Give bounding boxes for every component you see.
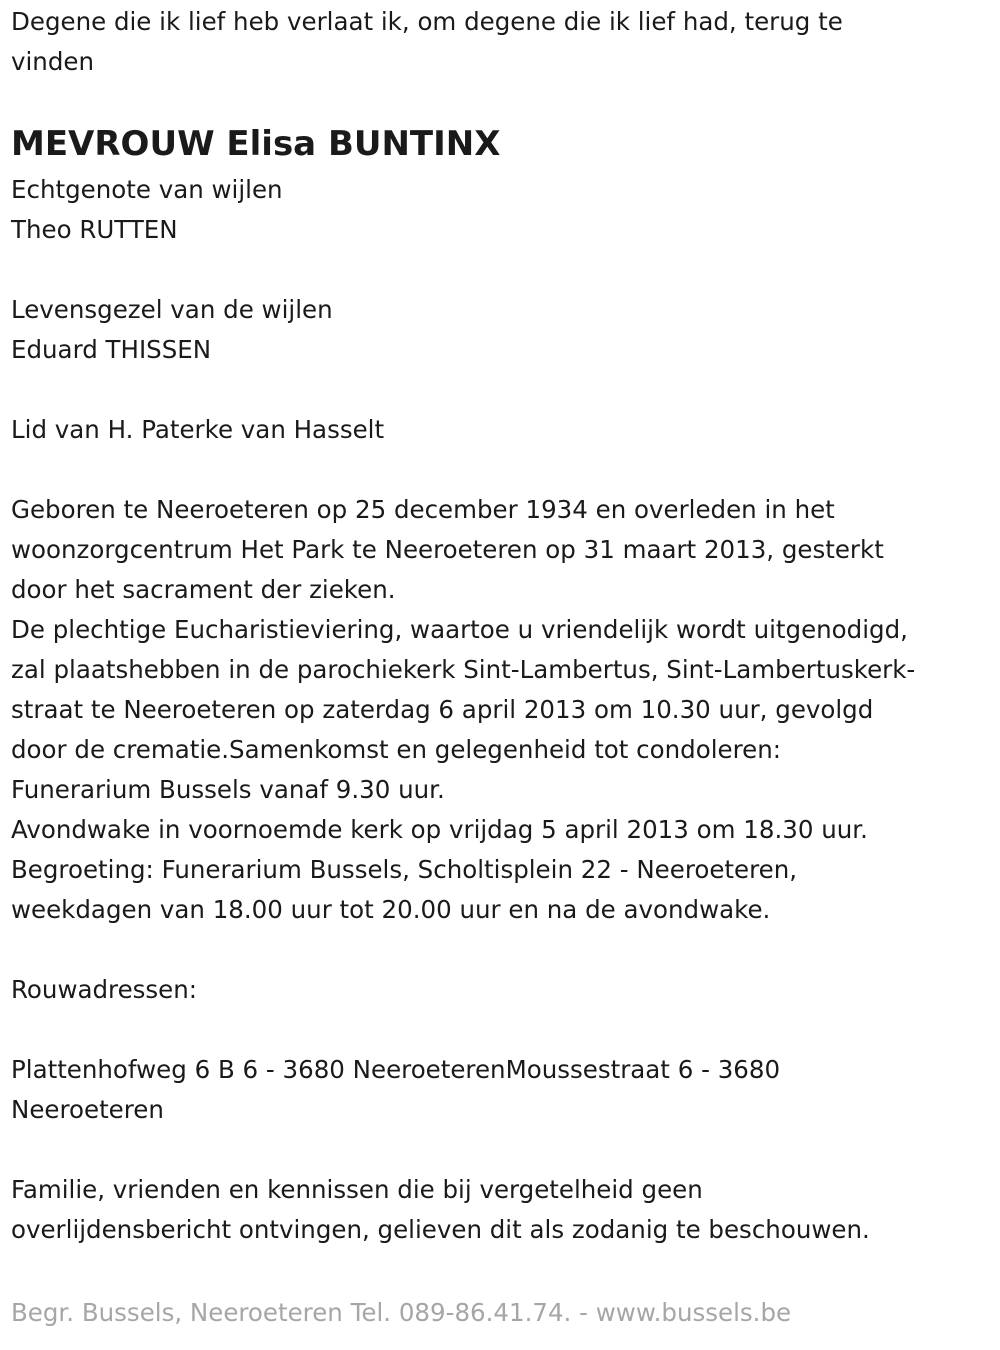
obituary-notice bbox=[11, 2, 996, 1250]
spacer bbox=[11, 1010, 996, 1050]
closing-paragraph bbox=[11, 1170, 996, 1250]
spacer bbox=[11, 1130, 996, 1170]
deceased-name: MEVROUW Elisa BUNTINX bbox=[11, 124, 501, 164]
spacer bbox=[11, 370, 996, 410]
spacer bbox=[11, 250, 996, 290]
closing-line: overlijdensbericht ontvingen, gelieven dit als zodanig te beschouwen. bbox=[11, 1215, 870, 1244]
addresses-block bbox=[11, 1050, 996, 1130]
details-line: De plechtige Eucharistieviering, waartoe u vriendelijk wordt uitgenodigd, bbox=[11, 615, 908, 644]
details-line: woonzorgcentrum Het Park te Neeroeteren op 31 maart 2013, gesterkt bbox=[11, 535, 884, 564]
details-line: Funerarium Bussels vanaf 9.30 uur. bbox=[11, 775, 445, 804]
details-line: straat te Neeroeteren op zaterdag 6 april 2013 om 10.30 uur, gevolgd bbox=[11, 695, 874, 724]
addresses-label: Rouwadressen: bbox=[11, 975, 198, 1004]
details-line: zal plaatshebben in de parochiekerk Sint-Lambertus, Sint-Lambertuskerk- bbox=[11, 655, 916, 684]
address-line: Plattenhofweg 6 B 6 - 3680 NeeroeterenMoussestraat 6 - 3680 bbox=[11, 1055, 781, 1084]
membership: Lid van H. Paterke van Hasselt bbox=[11, 415, 385, 444]
details-line: weekdagen van 18.00 uur tot 20.00 uur en na de avondwake. bbox=[11, 895, 771, 924]
spouse-label: Echtgenote van wijlen bbox=[11, 175, 283, 204]
details-line: door de crematie.Samenkomst en gelegenheid tot condoleren: bbox=[11, 735, 781, 764]
spouse-name: Theo RUTTEN bbox=[11, 215, 178, 244]
details-line: door het sacrament der zieken. bbox=[11, 575, 396, 604]
closing-line: Familie, vrienden en kennissen die bij vergetelheid geen bbox=[11, 1175, 703, 1204]
details-line: Avondwake in voornoemde kerk op vrijdag 5 april 2013 om 18.30 uur. bbox=[11, 815, 868, 844]
motto-line-1: Degene die ik lief heb verlaat ik, om degene die ik lief had, terug te bbox=[11, 7, 843, 36]
details-line: Begroeting: Funerarium Bussels, Scholtisplein 22 - Neeroeteren, bbox=[11, 855, 798, 884]
address-line: Neeroeteren bbox=[11, 1095, 164, 1124]
spacer bbox=[11, 450, 996, 490]
details-line: Geboren te Neeroeteren op 25 december 1934 en overleden in het bbox=[11, 495, 835, 524]
details-paragraph bbox=[11, 490, 996, 930]
motto-line-2: vinden bbox=[11, 47, 94, 76]
spacer bbox=[11, 930, 996, 970]
partner-label: Levensgezel van de wijlen bbox=[11, 295, 333, 324]
partner-name: Eduard THISSEN bbox=[11, 335, 212, 364]
funeral-home-footer: Begr. Bussels, Neeroeteren Tel. 089-86.41.74. - www.bussels.be bbox=[11, 1298, 792, 1327]
